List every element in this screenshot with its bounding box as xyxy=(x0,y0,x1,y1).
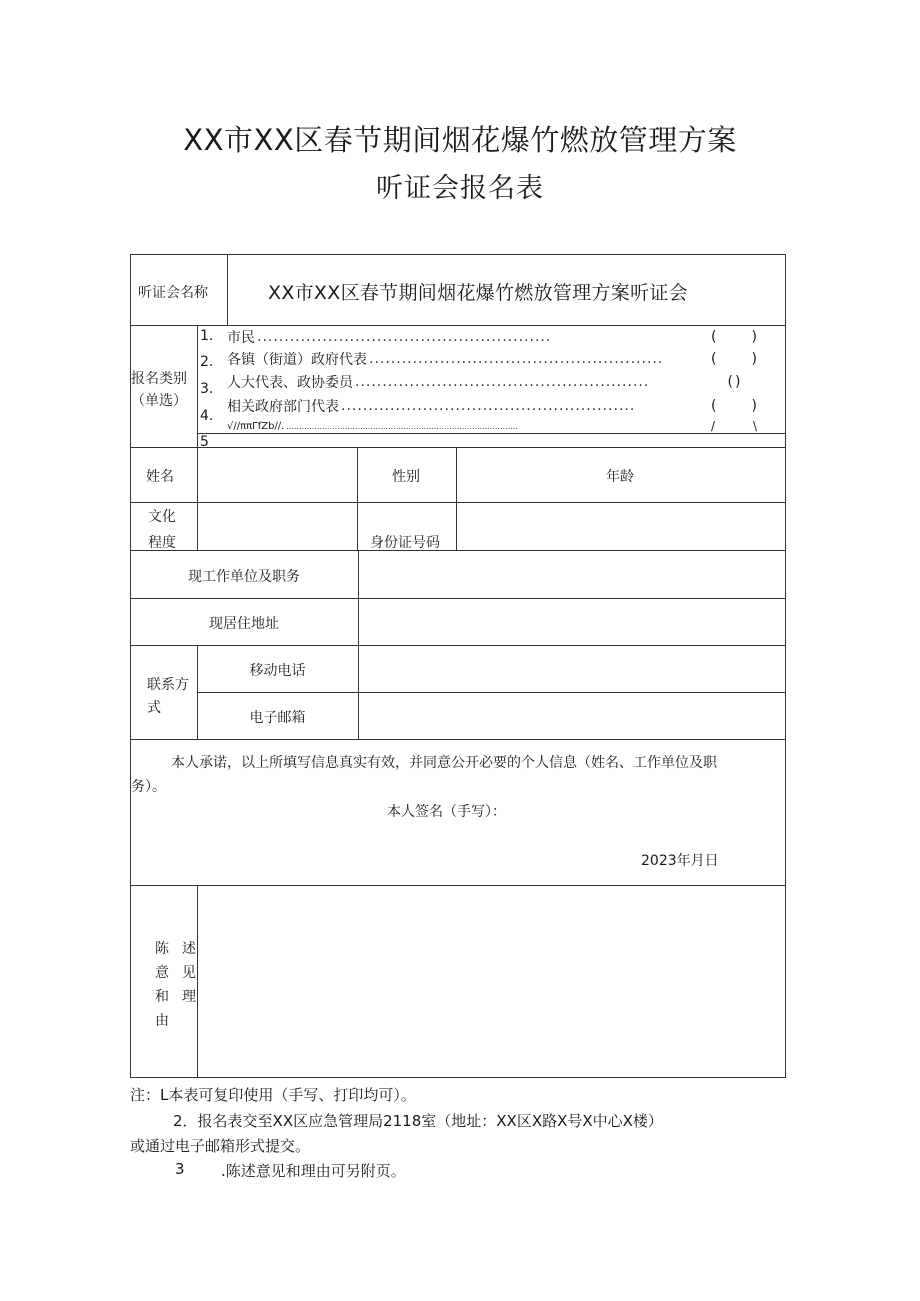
col-divider xyxy=(227,254,228,325)
category-option-label: 市民 xyxy=(227,330,255,346)
selection-box[interactable]: / \ xyxy=(711,419,757,433)
category-number: 1. xyxy=(200,328,214,344)
row-divider xyxy=(130,885,786,886)
id-number-label: 身份证号码 xyxy=(370,535,440,551)
col-divider xyxy=(358,550,359,739)
education-label-line2: 程度 xyxy=(148,535,176,551)
col-divider xyxy=(197,885,198,1078)
selection-box[interactable]: ( ) xyxy=(727,374,741,390)
leader-dots: ...................................................... xyxy=(341,398,636,414)
contact-label-line2: 式 xyxy=(147,700,161,716)
note-line-4-number: 3 xyxy=(175,1160,185,1178)
leader-dots: ...................................................... xyxy=(257,329,552,345)
hearing-name-label: 听证会名称 xyxy=(138,285,208,301)
category-option-npc-cppcc[interactable] xyxy=(227,373,757,391)
category-option-government-department[interactable] xyxy=(227,397,757,415)
col-divider xyxy=(357,447,358,550)
statement-label-char: 和 xyxy=(155,989,169,1005)
statement-label-char: 由 xyxy=(155,1013,169,1029)
pledge-text-line2: 务）。 xyxy=(131,779,166,795)
statement-label-char: 意 xyxy=(155,965,169,981)
leader-dots: ........................................................................................... xyxy=(286,421,518,431)
row-divider xyxy=(130,325,786,326)
row-divider xyxy=(130,447,786,448)
category-option-label: 相关政府部门代表 xyxy=(227,399,339,415)
row-divider xyxy=(130,739,786,740)
statement-label-char: 见 xyxy=(182,965,196,981)
note-line-4: .陈述意见和理由可另附页。 xyxy=(221,1162,406,1180)
row-divider xyxy=(197,692,786,693)
category-option-citizen[interactable] xyxy=(227,328,757,346)
col-divider xyxy=(456,447,457,550)
row-divider xyxy=(130,645,786,646)
selection-box[interactable]: ( ) xyxy=(711,351,757,367)
leader-dots: ...................................................... xyxy=(355,374,650,390)
selection-box[interactable]: ( ) xyxy=(711,329,757,345)
category-number: 4. xyxy=(200,408,214,424)
note-line-3: 或通过电子邮箱形式提交。 xyxy=(130,1137,311,1155)
note-line-2: 2．报名表交至XX区应急管理局2118室（地址：XX区X路X号X中心X楼） xyxy=(173,1112,663,1130)
category-option-label: √∕∕ππΓfZb∕∕. xyxy=(227,420,285,432)
statement-label-char: 理 xyxy=(182,989,196,1005)
statement-label-char: 陈 xyxy=(155,941,169,957)
gender-label: 性别 xyxy=(392,469,420,485)
row-divider xyxy=(130,550,786,551)
category-label: 报名类别 xyxy=(131,371,187,387)
leader-dots: ...................................................... xyxy=(369,351,664,367)
signature-label: 本人签名（手写）： xyxy=(387,804,506,820)
category-option-other[interactable] xyxy=(227,418,757,434)
category-option-label: 人大代表、政协委员 xyxy=(227,375,353,391)
address-label: 现居住地址 xyxy=(209,616,279,632)
pledge-text: 本人承诺，以上所填写信息真实有效，并同意公开必要的个人信息（姓名、工作单位及职 xyxy=(171,755,717,771)
col-divider xyxy=(197,325,198,447)
category-number: 5 xyxy=(200,434,209,447)
page-title: XX市XX区春节期间烟花爆竹燃放管理方案 xyxy=(183,123,737,157)
category-number: 3. xyxy=(200,381,214,397)
sign-date: 2023年月日 xyxy=(641,853,719,869)
email-label: 电子邮箱 xyxy=(249,710,306,726)
hearing-name-value: XX市XX区春节期间烟花爆竹燃放管理方案听证会 xyxy=(268,282,688,304)
category-option-label: 各镇（街道）政府代表 xyxy=(227,352,367,368)
row-divider xyxy=(130,502,786,503)
work-unit-label: 现工作单位及职务 xyxy=(188,569,300,585)
mobile-label: 移动电话 xyxy=(249,663,306,679)
contact-label: 联系方 xyxy=(147,677,189,693)
page-subtitle: 听证会报名表 xyxy=(376,173,544,204)
category-option-town-government[interactable] xyxy=(227,350,757,368)
age-label: 年龄 xyxy=(606,469,634,485)
name-label: 姓名 xyxy=(146,469,174,485)
statement-label-char: 述 xyxy=(182,941,196,957)
category-label-note: （单选） xyxy=(131,393,187,409)
note-line-1: 注：L本表可复印使用（手写、打印均可）。 xyxy=(130,1086,416,1104)
education-label: 文化 xyxy=(148,509,176,525)
category-number: 2. xyxy=(200,354,214,370)
selection-box[interactable]: ( ) xyxy=(711,398,757,414)
row-divider xyxy=(130,598,786,599)
